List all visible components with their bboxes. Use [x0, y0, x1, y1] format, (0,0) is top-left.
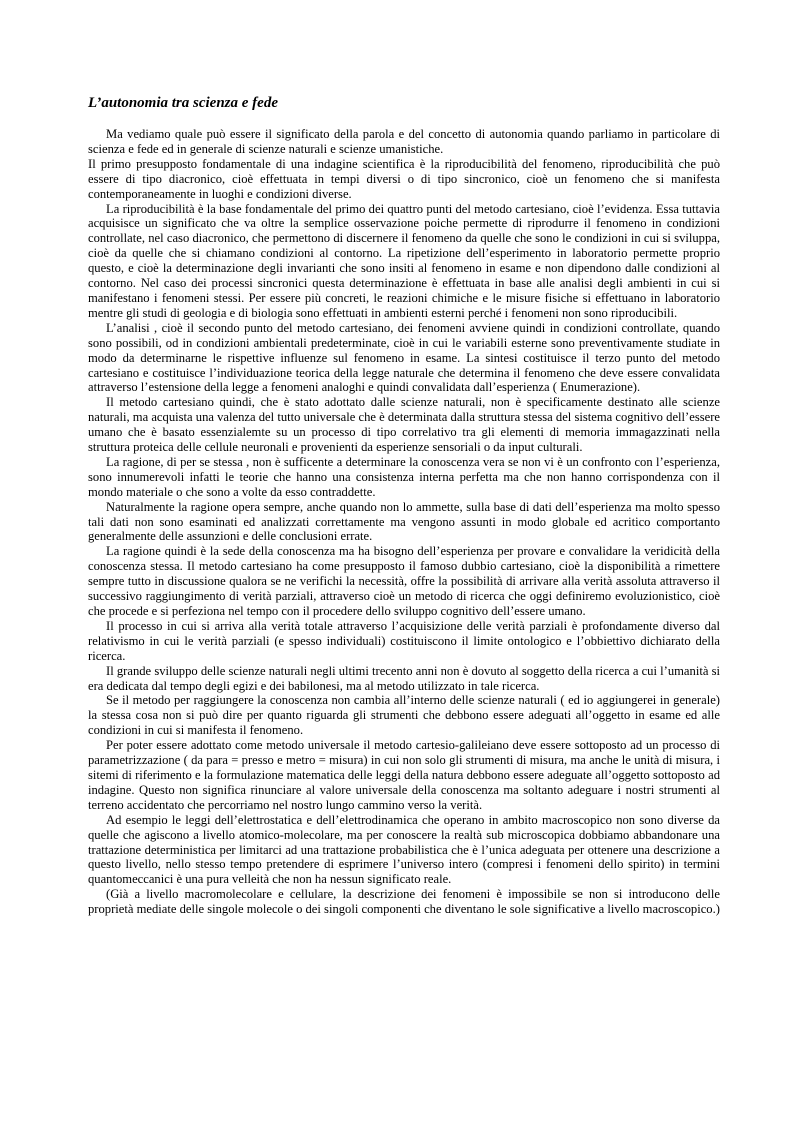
paragraph-2: Il primo presupposto fondamentale di una indagine scientifica è la riproducibilità del fenomeno, riproducibilità che può essere di tipo diacronico, cioè effettuata in tempi diversi o di tipo sincronico, cioè un fenomeno che si manifesta contemporaneamente in luoghi e condizioni diverse. [88, 156, 720, 201]
paragraph-5: Il metodo cartesiano quindi, che è stato adottato dalle scienze naturali, non è specificamente destinato alle scienze naturali, ma acquista una valenza del tutto universale che è determinata dalla struttura stessa del sistema cognitivo dell’essere umano che è basato essenzialemte su un processo di tipo correlativo tra gli elementi di memoria immagazzinati nella struttura proteica delle cellule neuronali e provenienti da esperienze sensoriali o da input culturali. [88, 395, 720, 455]
paragraph-10: Il grande sviluppo delle scienze naturali negli ultimi trecento anni non è dovuto al soggetto della ricerca a cui l’umanità si era dedicata dal tempo degli egizi e dei babilonesi, ma al metodo utilizzato in tale ricerca. [88, 663, 720, 693]
paragraph-13: Ad esempio le leggi dell’elettrostatica e dell’elettrodinamica che operano in ambito macroscopico non sono diverse da quelle che agiscono a livello atomico-molecolare, ma per conoscere la realtà sub microscopica dobbiamo abbandonare una trattazione deterministica per limitarci ad una trattazione probabilistica che è l’unica adeguata per ottenere una descrizione a questo livello, nello stesso tempo pretendere di esprimere l’universo intero (compresi i fenomeni dello spirito) in termini quantomeccanici è una pura velleità che non ha nessun significato reale. [88, 812, 720, 887]
paragraph-14: (Già a livello macromolecolare e cellulare, la descrizione dei fenomeni è impossibile se non si introducono delle proprietà mediate delle singole molecole o dei singoli componenti che diventano le sole significative a livello macroscopico.) [88, 887, 720, 917]
paragraph-3: La riproducibilità è la base fondamentale del primo dei quattro punti del metodo cartesiano, cioè l’evidenza. Essa tuttavia acquisisce un significato che va oltre la semplice osservazione poiche permette di riprodurre il fenomeno in condizioni controllate, nel caso diacronico, che permettono di discernere il fenomeno da quelle che sono le condizioni in cui si sviluppa, cioè da quelle che si chiamano condizioni al contorno. La ripetizione dell’esperimento in laboratorio permette proprio questo, e cioè la determinazione degli invarianti che sono insiti al fenomeno in esame e non dipendono dalle condizioni al contorno. Nel caso dei processi sincronici questa determinazione è effettuata in base alle analisi degli ambienti in cui si manifestano i fenomeni stessi. Per essere più concreti, le reazioni chimiche e le misure fisiche si effettuano in laboratorio mentre gli studi di geologia e di biologia sono effettuati in ambienti esterni perché i fenomeni non sono riproducibili. [88, 201, 720, 320]
paragraph-4: L’analisi , cioè il secondo punto del metodo cartesiano, dei fenomeni avviene quindi in condizioni controllate, quando sono possibili, od in condizioni ambientali predeterminate, cioè in cui le variabili esterne sono preventivamente studiate in modo da determinarne le rispettive influenze sul fenomeno in esame. La sintesi costituisce il terzo punto del metodo cartesiano e costituisce l’individuazione teorica della legge naturale che determina il fenomeno che deve essere convalidata attraverso l’estensione della legge a fenomeni analoghi e quindi convalidata dall’esperienza ( Enumerazione). [88, 320, 720, 395]
paragraph-1: Ma vediamo quale può essere il significato della parola e del concetto di autonomia quando parliamo in particolare di scienza e fede ed in generale di scienze naturali e scienze umanistiche. [88, 127, 720, 156]
paragraph-8: La ragione quindi è la sede della conoscenza ma ha bisogno dell’esperienza per provare e convalidare la veridicità della conoscenza stessa. Il metodo cartesiano ha come presupposto il famoso dubbio cartesiano, cioè la disponibilità a rimettere sempre tutto in discussione qualora se ne verifichi la necessità, offre la possibilità di arrivare alla verità assoluta attraverso il successivo raggiungimento di verità parziali, attraverso cioè un metodo di ricerca che oggi definiremo evoluzionistico, cioè che procede e si perfeziona nel tempo con il procedere dello sviluppo cognitivo dell’essere umano. [88, 544, 720, 618]
paragraph-12: Per poter essere adottato come metodo universale il metodo cartesio-galileiano deve essere sottoposto ad un processo di parametrizzazione ( da para = presso e metro = misura) in cui non solo gli strumenti di misura, ma anche le unità di misura, i sitemi di riferimento e la formulazione matematica delle leggi della natura debbono essere adeguate all’oggetto sottoposto ad indagine. Questo non significa rinunciare al valore universale della conoscenza ma soltanto adeguare i nostri strumenti al terreno accidentato che percorriamo nel nostro lungo cammino verso la verità. [88, 738, 720, 812]
paragraph-11: Se il metodo per raggiungere la conoscenza non cambia all’interno delle scienze naturali ( ed io aggiungerei in generale) la stessa cosa non si può dire per quanto riguarda gli strumenti che debbono essere adeguati all’oggetto in esame ed alle condizioni in cui si manifesta il fenomeno. [88, 693, 720, 738]
paragraph-9: Il processo in cui si arriva alla verità totale attraverso l’acquisizione delle verità parziali è profondamente diverso dal relativismo in cui le verità parziali (e spesso individuali) costituiscono il limite ontologico e l’obbiettivo dichiarato della ricerca. [88, 618, 720, 663]
paragraph-6: La ragione, di per se stessa , non è sufficente a determinare la conoscenza vera se non vi è un confronto con l’esperienza, sono innumerevoli infatti le teorie che hanno una consistenza interna perfetta ma che non hanno corrispondenza con il mondo materiale o che sono a volte da esso contraddette. [88, 454, 720, 499]
document-page [88, 94, 720, 917]
paragraph-7: Naturalmente la ragione opera sempre, anche quando non lo ammette, sulla base di dati dell’esperienza ma molto spesso tali dati non sono esaminati ed analizzati correttamente ma vengono assunti in modo globale ed acritico comportanto generalmente delle assunzioni e delle conclusioni errate. [88, 499, 720, 544]
document-title: L’autonomia tra scienza e fede [88, 95, 278, 111]
